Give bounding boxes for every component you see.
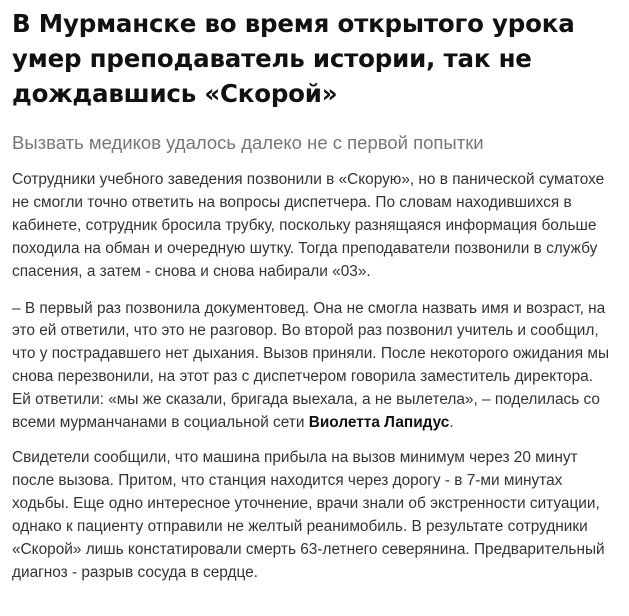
article-paragraph: Свидетели сообщили, что машина прибыла на вызов минимум через 20 минут после вызова. Притом, что станция находится через дорогу - в 7-ми минутах ходьбы. Еще одно интересное уточнение, врачи знали об экстренности ситуации, однако к пациенту отправили не желтый реанимобиль. В результате сотрудники «Скорой» лишь констатировали смерть 63-летнего северянина. Предварительный диагноз - разрыв сосуда в сердце. — [12, 448, 605, 581]
article-subtitle: Вызвать медиков удалось далеко не с первой попытки — [12, 132, 484, 153]
article-title: В Мурманске во время открытого урока умер преподаватель истории, так не дождавшись «Скорой» — [12, 9, 575, 108]
paragraph-text: – В первый раз позвонила документовед. Она не смогла назвать имя и возраст, на это ей ответили, что это не разговор. Во второй раз позвонил учитель и сообщил, что у пострадавшего нет дыхания. Вызов приняли. После некоторого ожидания мы снова перезвонили, на этот раз с диспетчером говорила заместитель директора. Ей ответили: «мы же сказали, бригада выехала, а не вылетела», – поделилась со всеми мурманчанами в социальной сети — [12, 299, 610, 432]
article-paragraph — [12, 298, 612, 435]
person-name: Виолетта Лапидус — [308, 414, 450, 432]
article-paragraph: Сотрудники учебного заведения позвонили в «Скорую», но в панической суматохе не смогли точно ответить на вопросы диспетчера. По словам находившихся в кабинете, сотрудник бросила трубку, поскольку разнящаяся информация больше походила на обман и очередную шутку. Тогда преподаватели позвонили в службу спасения, а затем - снова и снова набирали «03». — [12, 171, 605, 280]
paragraph-end: . — [449, 414, 454, 432]
article — [12, 6, 612, 584]
